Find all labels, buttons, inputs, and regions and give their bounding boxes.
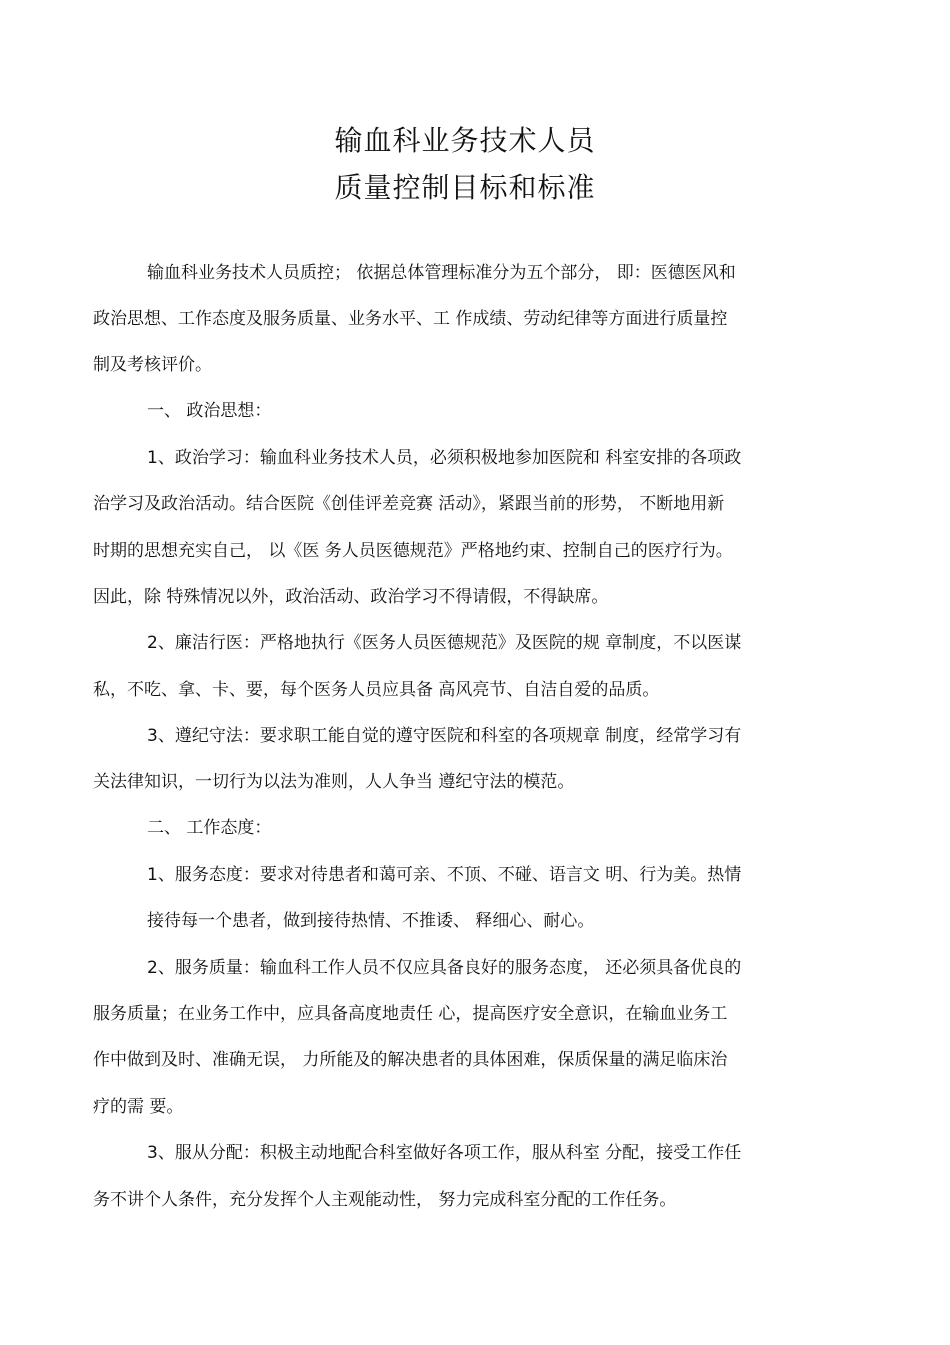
body-line: 3、服从分配：积极主动地配合科室做好各项工作，服从科室 分配，接受工作任 <box>147 1143 742 1163</box>
body-line: 因此，除 特殊情况以外，政治活动、政治学习不得请假，不得缺席。 <box>93 587 609 607</box>
body-line: 2、服务质量：输血科工作人员不仅应具备良好的服务态度， 还必须具备优良的 <box>147 958 742 978</box>
body-line: 3、遵纪守法：要求职工能自觉的遵守医院和科室的各项规章 制度，经常学习有 <box>147 726 742 746</box>
body-line: 作中做到及时、准确无误， 力所能及的解决患者的具体困难，保质保量的满足临床治 <box>93 1050 728 1070</box>
body-line: 1、服务态度：要求对待患者和蔼可亲、不顶、不碰、语言文 明、行为美。热情 <box>147 865 742 885</box>
body-line: 疗的需 要。 <box>93 1097 184 1117</box>
body-line: 务不讲个人条件，充分发挥个人主观能动性， 努力完成科室分配的工作任务。 <box>93 1190 677 1210</box>
body-line: 1、政治学习：输血科业务技术人员，必须积极地参加医院和 科室安排的各项政 <box>147 448 742 468</box>
body-line: 关法律知识，一切行为以法为准则，人人争当 遵纪守法的模范。 <box>93 772 575 792</box>
body-line: 制及考核评价。 <box>93 355 212 375</box>
body-line: 时期的思想充实自己， 以《医 务人员医德规范》严格地约束、控制自己的医疗行为。 <box>93 541 733 561</box>
body-line: 政治思想、工作态度及服务质量、业务水平、工 作成绩、劳动纪律等方面进行质量控 <box>93 309 728 329</box>
body-line: 接待每一个患者，做到接待热情、不推诿、 释细心、耐心。 <box>147 911 595 931</box>
section-heading: 二、 工作态度： <box>147 818 272 838</box>
body-line: 输血科业务技术人员质控； 依据总体管理标准分为五个部分， 即：医德医风和 <box>147 263 736 283</box>
section-heading: 一、 政治思想： <box>147 401 272 421</box>
document-title-line-2: 质量控制目标和标准 <box>334 171 596 204</box>
body-line: 服务质量；在业务工作中，应具备高度地责任 心，提高医疗安全意识，在输血业务工 <box>93 1004 728 1024</box>
body-line: 2、廉洁行医：严格地执行《医务人员医德规范》及医院的规 章制度，不以医谋 <box>147 633 742 653</box>
body-line: 私，不吃、拿、卡、要，每个医务人员应具备 高风亮节、自洁自爱的品质。 <box>93 680 660 700</box>
body-line: 治学习及政治活动。结合医院《创佳评差竞赛 活动》，紧跟当前的形势， 不断地用新 <box>93 494 725 514</box>
document-title-line-1: 输血科业务技术人员 <box>334 124 596 157</box>
